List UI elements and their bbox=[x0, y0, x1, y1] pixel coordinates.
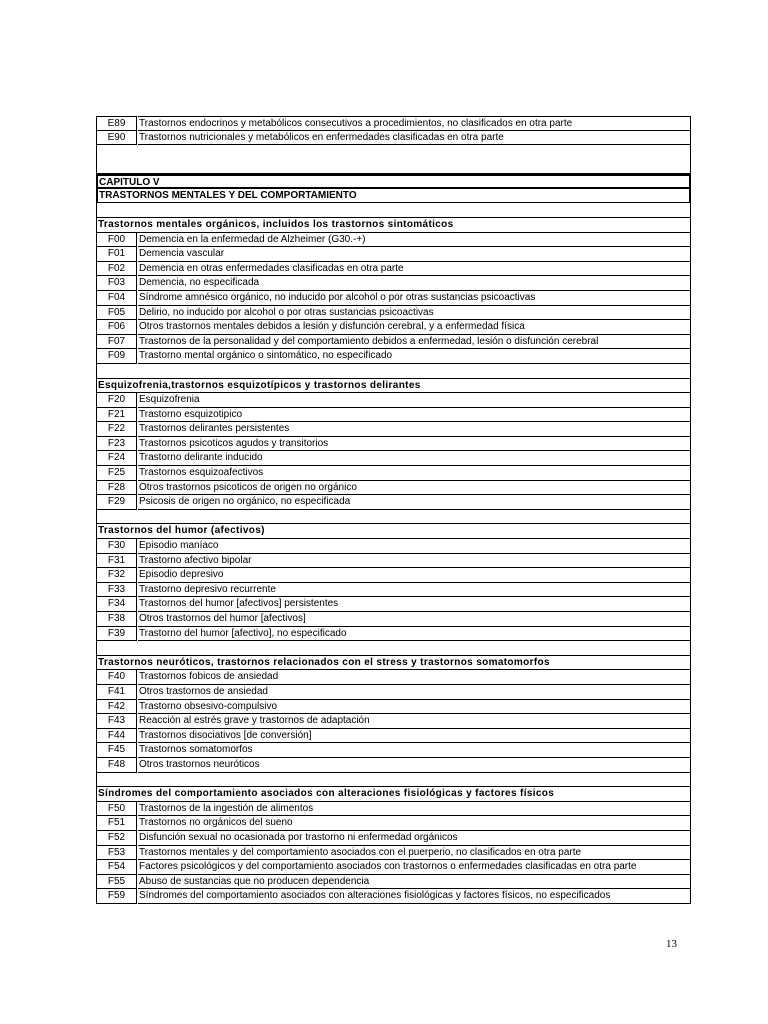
table-row bbox=[96, 889, 691, 904]
page-number: 13 bbox=[666, 938, 677, 950]
table-row bbox=[96, 816, 691, 831]
table-row bbox=[96, 422, 691, 437]
section-heading bbox=[96, 524, 691, 539]
code-cell: F54 bbox=[96, 860, 137, 875]
table-row bbox=[96, 685, 691, 700]
code-cell: F28 bbox=[96, 481, 137, 496]
table-row bbox=[96, 393, 691, 408]
description-cell: Otros trastornos del humor [afectivos] bbox=[138, 612, 691, 627]
code-cell: F33 bbox=[96, 583, 137, 598]
table-row bbox=[96, 131, 691, 146]
table-row bbox=[96, 116, 691, 131]
description-cell: Trastornos no orgánicos del sueno bbox=[138, 816, 691, 831]
chapter-title bbox=[96, 189, 691, 204]
description-cell: Trastornos de la ingestión de alimentos bbox=[138, 802, 691, 817]
table-row bbox=[96, 233, 691, 248]
code-cell: F01 bbox=[96, 247, 137, 262]
section-heading bbox=[96, 218, 691, 233]
chapter-title-text: TRASTORNOS MENTALES Y DEL COMPORTAMIENTO bbox=[96, 189, 691, 203]
description-cell: Demencia, no especificada bbox=[138, 276, 691, 291]
code-cell: F21 bbox=[96, 408, 137, 423]
code-cell: F41 bbox=[96, 685, 137, 700]
blank-row bbox=[96, 203, 691, 218]
table-row bbox=[96, 335, 691, 350]
code-cell: F55 bbox=[96, 875, 137, 890]
table-row bbox=[96, 247, 691, 262]
table-row bbox=[96, 627, 691, 642]
blank-row bbox=[96, 641, 691, 656]
table-row bbox=[96, 539, 691, 554]
section-heading-text: Síndromes del comportamiento asociados con alteraciones fisiológicas y factores físicos bbox=[96, 787, 691, 802]
table-row bbox=[96, 860, 691, 875]
description-cell: Otros trastornos psicoticos de origen no orgánico bbox=[138, 481, 691, 496]
blank-row bbox=[96, 510, 691, 525]
description-cell: Trastorno del humor [afectivo], no especificado bbox=[138, 627, 691, 642]
section-heading bbox=[96, 656, 691, 671]
code-cell: F45 bbox=[96, 743, 137, 758]
description-cell: Trastornos esquizoafectivos bbox=[138, 466, 691, 481]
description-cell: Otros trastornos mentales debidos a lesión y disfunción cerebral, y a enfermedad física bbox=[138, 320, 691, 335]
description-cell: Delirio, no inducido por alcohol o por otras sustancias psicoactivas bbox=[138, 306, 691, 321]
description-cell: Trastornos disociativos [de conversión] bbox=[138, 729, 691, 744]
code-cell: F51 bbox=[96, 816, 137, 831]
description-cell: Trastorno depresivo recurrente bbox=[138, 583, 691, 598]
table-row bbox=[96, 700, 691, 715]
table-row bbox=[96, 846, 691, 861]
description-cell: Trastornos del humor [afectivos] persistentes bbox=[138, 597, 691, 612]
table-row bbox=[96, 349, 691, 364]
description-cell: Disfunción sexual no ocasionada por trastorno ni enfermedad orgánicos bbox=[138, 831, 691, 846]
code-cell: F34 bbox=[96, 597, 137, 612]
description-cell: Trastorno mental orgánico o sintomático, no especificado bbox=[138, 349, 691, 364]
code-cell: F02 bbox=[96, 262, 137, 277]
description-cell: Trastornos endocrinos y metabólicos consecutivos a procedimientos, no clasificados en otra parte bbox=[138, 116, 691, 131]
table-row bbox=[96, 714, 691, 729]
table-row bbox=[96, 437, 691, 452]
code-cell: F29 bbox=[96, 495, 137, 510]
icd-code-table bbox=[96, 116, 691, 904]
code-cell: F42 bbox=[96, 700, 137, 715]
code-cell: F53 bbox=[96, 846, 137, 861]
description-cell: Trastorno afectivo bipolar bbox=[138, 554, 691, 569]
description-cell: Trastornos mentales y del comportamiento asociados con el puerperio, no clasificados en otra parte bbox=[138, 846, 691, 861]
table-row bbox=[96, 875, 691, 890]
table-row bbox=[96, 583, 691, 598]
code-cell: F44 bbox=[96, 729, 137, 744]
description-cell: Reacción al estrés grave y trastornos de adaptación bbox=[138, 714, 691, 729]
table-row bbox=[96, 597, 691, 612]
section-heading bbox=[96, 379, 691, 394]
table-row bbox=[96, 495, 691, 510]
table-row bbox=[96, 291, 691, 306]
code-cell: F07 bbox=[96, 335, 137, 350]
table-row bbox=[96, 408, 691, 423]
code-cell: F03 bbox=[96, 276, 137, 291]
description-cell: Trastorno esquizotipico bbox=[138, 408, 691, 423]
section-heading-text: Trastornos mentales orgánicos, incluidos los trastornos sintomáticos bbox=[96, 218, 691, 233]
code-cell: F50 bbox=[96, 802, 137, 817]
description-cell: Otros trastornos de ansiedad bbox=[138, 685, 691, 700]
table-row bbox=[96, 466, 691, 481]
code-cell: F30 bbox=[96, 539, 137, 554]
code-cell: F39 bbox=[96, 627, 137, 642]
description-cell: Trastorno obsesivo-compulsivo bbox=[138, 700, 691, 715]
table-row bbox=[96, 481, 691, 496]
description-cell: Demencia en otras enfermedades clasificadas en otra parte bbox=[138, 262, 691, 277]
chapter-title bbox=[96, 174, 691, 189]
code-cell: F48 bbox=[96, 758, 137, 773]
table-row bbox=[96, 743, 691, 758]
table-row bbox=[96, 612, 691, 627]
description-cell: Episodio maníaco bbox=[138, 539, 691, 554]
description-cell: Síndromes del comportamiento asociados con alteraciones fisiológicas y factores físicos, no especificados bbox=[138, 889, 691, 904]
blank-row bbox=[96, 364, 691, 379]
code-cell: F40 bbox=[96, 670, 137, 685]
description-cell: Trastornos de la personalidad y del comportamiento debidos a enfermedad, lesión o disfunción cerebral bbox=[138, 335, 691, 350]
description-cell: Trastornos nutricionales y metabólicos en enfermedades clasificadas en otra parte bbox=[138, 131, 691, 146]
section-heading bbox=[96, 787, 691, 802]
code-cell: F24 bbox=[96, 451, 137, 466]
code-cell: F06 bbox=[96, 320, 137, 335]
code-cell: F23 bbox=[96, 437, 137, 452]
section-heading-text: Trastornos neuróticos, trastornos relacionados con el stress y trastornos somatomorfos bbox=[96, 656, 691, 671]
description-cell: Abuso de sustancias que no producen dependencia bbox=[138, 875, 691, 890]
description-cell: Factores psicológicos y del comportamiento asociados con trastornos o enfermedades clasificadas en otra parte bbox=[138, 860, 691, 875]
code-cell: F52 bbox=[96, 831, 137, 846]
code-cell: F32 bbox=[96, 568, 137, 583]
code-cell: F31 bbox=[96, 554, 137, 569]
code-cell: F43 bbox=[96, 714, 137, 729]
code-cell: F09 bbox=[96, 349, 137, 364]
table-row bbox=[96, 670, 691, 685]
description-cell: Psicosis de origen no orgánico, no especificada bbox=[138, 495, 691, 510]
code-cell: F20 bbox=[96, 393, 137, 408]
code-cell: F25 bbox=[96, 466, 137, 481]
description-cell: Trastorno delirante inducido bbox=[138, 451, 691, 466]
description-cell: Otros trastornos neuróticos bbox=[138, 758, 691, 773]
code-cell: F38 bbox=[96, 612, 137, 627]
table-row bbox=[96, 306, 691, 321]
description-cell: Episodio depresivo bbox=[138, 568, 691, 583]
section-heading-text: Trastornos del humor (afectivos) bbox=[96, 524, 691, 539]
code-cell: F22 bbox=[96, 422, 137, 437]
description-cell: Trastornos delirantes persistentes bbox=[138, 422, 691, 437]
description-cell: Trastornos somatomorfos bbox=[138, 743, 691, 758]
table-row bbox=[96, 729, 691, 744]
description-cell: Demencia en la enfermedad de Alzheimer (G30.-+) bbox=[138, 233, 691, 248]
table-row bbox=[96, 568, 691, 583]
section-heading-text: Esquizofrenia,trastornos esquizotípicos y trastornos delirantes bbox=[96, 379, 691, 394]
description-cell: Trastornos psicoticos agudos y transitorios bbox=[138, 437, 691, 452]
code-cell: F59 bbox=[96, 889, 137, 904]
table-row bbox=[96, 554, 691, 569]
code-cell: E90 bbox=[96, 131, 137, 146]
description-cell: Esquizofrenia bbox=[138, 393, 691, 408]
blank-row bbox=[96, 773, 691, 788]
table-row bbox=[96, 451, 691, 466]
table-row bbox=[96, 262, 691, 277]
table-row bbox=[96, 831, 691, 846]
code-cell: F05 bbox=[96, 306, 137, 321]
table-row bbox=[96, 758, 691, 773]
table-row bbox=[96, 320, 691, 335]
code-cell: F04 bbox=[96, 291, 137, 306]
description-cell: Trastornos fobicos de ansiedad bbox=[138, 670, 691, 685]
code-cell: F00 bbox=[96, 233, 137, 248]
description-cell: Síndrome amnésico orgánico, no inducido por alcohol o por otras sustancias psicoactivas bbox=[138, 291, 691, 306]
code-cell: E89 bbox=[96, 116, 137, 131]
table-row bbox=[96, 276, 691, 291]
blank-row bbox=[96, 145, 691, 174]
table-row bbox=[96, 802, 691, 817]
description-cell: Demencia vascular bbox=[138, 247, 691, 262]
chapter-title-text: CAPITULO V bbox=[96, 174, 691, 188]
